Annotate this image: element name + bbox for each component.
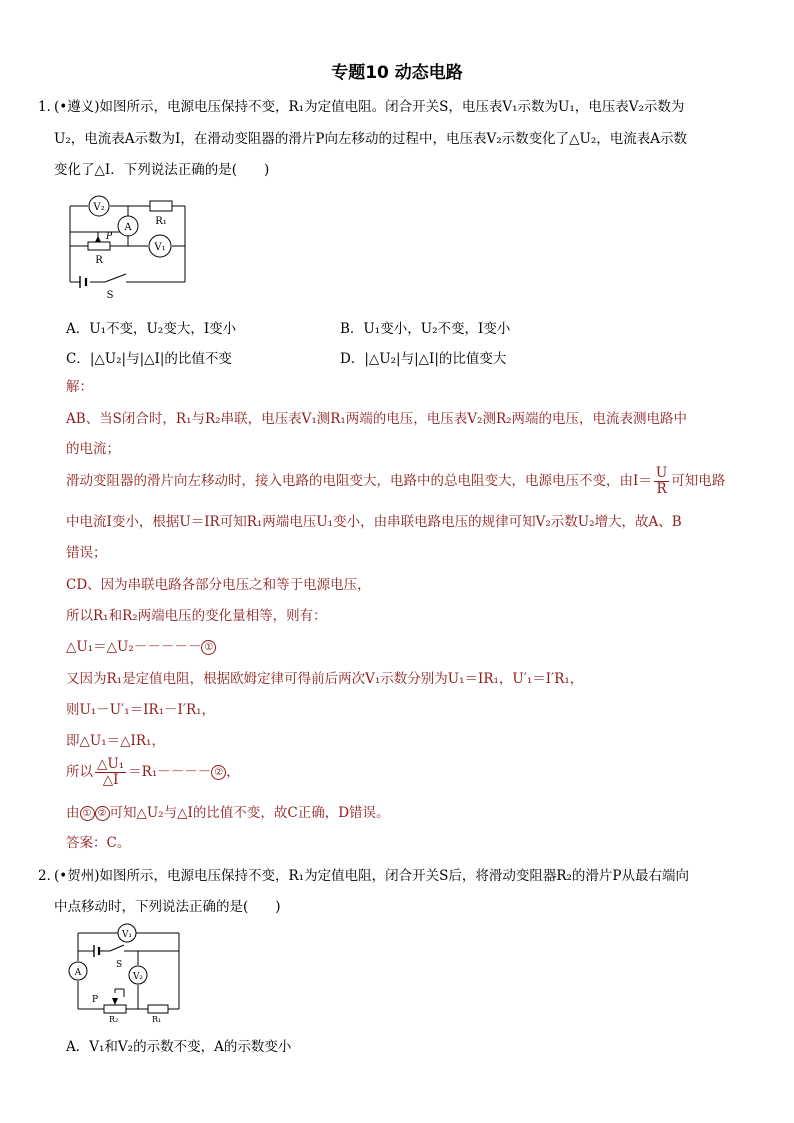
from-text: 由 bbox=[66, 805, 80, 821]
solution-line-12 bbox=[66, 757, 240, 788]
label-v2-2: V₂ bbox=[132, 972, 144, 982]
option-d[interactable]: D．|△U₂|与|△I|的比值变大 bbox=[340, 351, 507, 367]
solution-line-13 bbox=[66, 804, 390, 822]
circuit-diagram-2 bbox=[64, 923, 194, 1023]
fraction-du1-over-di bbox=[95, 757, 126, 788]
label-p: P bbox=[106, 232, 113, 242]
solution-line-5: 错误； bbox=[66, 545, 107, 561]
resistor-r1-symbol-2 bbox=[148, 1005, 168, 1013]
fraction-denominator: R bbox=[656, 481, 667, 497]
label-r1: R₁ bbox=[155, 216, 167, 227]
option-a[interactable]: A．U₁不变，U₂变大，I变小 bbox=[66, 321, 237, 337]
answer: 答案：C。 bbox=[66, 835, 131, 851]
question-2-number: 2． bbox=[38, 868, 61, 884]
resistor-r1-symbol bbox=[150, 201, 172, 211]
fraction-u-over-r bbox=[654, 466, 669, 497]
solution-line-2: 的电流； bbox=[66, 441, 120, 457]
option-b[interactable]: B．U₁变小，U₂不变，I变小 bbox=[340, 321, 511, 337]
label-s-2: S bbox=[116, 960, 123, 970]
question-1-line-3: 变化了△I．下列说法正确的是( ) bbox=[54, 162, 270, 178]
solution-label: 解： bbox=[66, 379, 93, 395]
circle-marker-1: ① bbox=[201, 640, 216, 655]
solution-line-6: CD、因为串联电路各部分电压之和等于电源电压， bbox=[66, 577, 371, 593]
solution-line-9: 又因为R₁是定值电阻，根据欧姆定律可得前后两次V₁示数分别为U₁＝IR₁，U′₁＝I′R₁， bbox=[66, 671, 584, 687]
solution-line-3-end: 可知电路 bbox=[671, 473, 726, 489]
circle-marker-1-ref: ① bbox=[80, 806, 95, 821]
question-1-line-2: U₂，电流表A示数为I，在滑动变阻器的滑片P向左移动的过程中，电压表V₂示数变化了△U₂，电流表A示数 bbox=[54, 131, 688, 147]
circle-marker-2: ② bbox=[211, 765, 226, 780]
comma: ， bbox=[226, 764, 240, 780]
solution-line-1: AB、当S闭合时，R₁与R₂串联，电压表V₁测R₁两端的电压，电压表V₂测R₂两端的电压，电流表测电路中 bbox=[66, 411, 688, 427]
solution-line-8 bbox=[66, 638, 216, 656]
option-c[interactable]: C．|△U₂|与|△I|的比值不变 bbox=[66, 351, 232, 367]
equation-2: ＝R₁－－－－ bbox=[128, 764, 212, 780]
label-v1: V₁ bbox=[154, 242, 166, 253]
circuit-diagram-1 bbox=[60, 192, 260, 302]
question-2-line-1: (•贺州)如图所示，电源电压保持不变，R₁为定值电阻，闭合开关S后，将滑动变阻器R₂的滑片P从最右端向 bbox=[54, 868, 689, 884]
question-1-number: 1． bbox=[38, 99, 61, 115]
label-v2: V₂ bbox=[93, 202, 105, 213]
label-p-2: P bbox=[92, 995, 99, 1005]
fraction-numerator: U bbox=[655, 465, 668, 481]
solution-line-3 bbox=[66, 466, 725, 497]
label-v1-2: V₁ bbox=[121, 930, 133, 940]
label-r: R bbox=[95, 255, 103, 266]
label-a: A bbox=[124, 222, 132, 233]
rheostat-r2-symbol bbox=[104, 1005, 126, 1013]
solution-eq-i: I＝ bbox=[633, 473, 652, 489]
label-s: S bbox=[106, 290, 114, 301]
solution-line-7: 所以R₁和R₂两端电压的变化量相等，则有： bbox=[66, 608, 327, 624]
equation-1: △U₁＝△U₂－－－－－ bbox=[66, 639, 202, 655]
solution-line-3-text: 滑动变阻器的滑片向左移动时，接入电路的电阻变大，电路中的总电阻变大，电源电压不变，由 bbox=[66, 473, 633, 489]
conclusion-text: 可知△U₂与△I的比值不变，故C正确，D错误。 bbox=[109, 805, 390, 821]
circle-marker-2-ref: ② bbox=[95, 806, 110, 821]
fraction-denominator: △I bbox=[102, 772, 119, 788]
rheostat-r-symbol bbox=[88, 242, 110, 250]
page-title: 专题10 动态电路 bbox=[331, 63, 463, 83]
question-2-line-2: 中点移动时，下列说法正确的是( ) bbox=[54, 899, 281, 915]
solution-line-11: 即△U₁＝△IR₁， bbox=[66, 733, 165, 749]
question-2-option-a[interactable]: A．V₁和V₂的示数不变，A的示数变小 bbox=[66, 1039, 292, 1055]
fraction-numerator: △U₁ bbox=[97, 756, 125, 772]
solution-line-4: 中电流I变小，根据U＝IR可知R₁两端电压U₁变小，由串联电路电压的规律可知V₂示数U₂增大，故A、B bbox=[66, 514, 682, 530]
label-r2-2: R₂ bbox=[109, 1015, 119, 1024]
so-text: 所以 bbox=[66, 764, 93, 780]
label-a-2: A bbox=[74, 968, 82, 978]
solution-line-10: 则U₁－U′₁＝IR₁－I′R₁， bbox=[66, 702, 216, 718]
label-r1-2: R₁ bbox=[152, 1015, 162, 1024]
question-1-line-1: (•遵义)如图所示，电源电压保持不变，R₁为定值电阻。闭合开关S，电压表V₁示数为U₁，电压表V₂示数为 bbox=[54, 99, 685, 115]
